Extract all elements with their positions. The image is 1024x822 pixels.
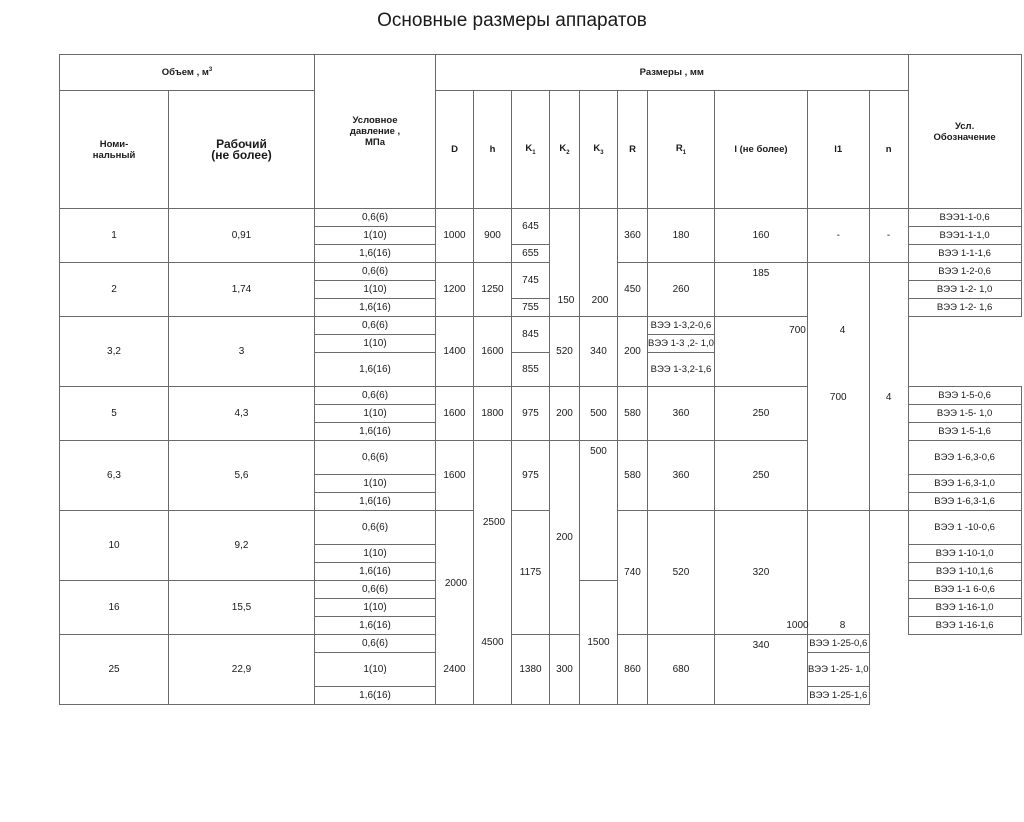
dim-l1: - xyxy=(807,209,869,263)
dim-D: 2400 xyxy=(436,635,474,705)
nominal-volume: 5 xyxy=(60,387,169,441)
nominal-volume: 2 xyxy=(60,263,169,317)
dim-D: 1600 xyxy=(436,441,474,511)
header-K1: $K_1$ xyxy=(512,91,550,209)
dim-D: 1200 xyxy=(436,263,474,317)
dim-h: 1600 xyxy=(474,317,512,387)
dim-R1: 680 xyxy=(648,635,715,705)
working-volume: 5,6 xyxy=(169,441,315,511)
header-working: Рабочий (не более) xyxy=(169,91,315,209)
pressure-cell: 1(10) xyxy=(315,281,436,299)
header-volume: Объем , $м^3$ xyxy=(60,55,315,91)
designation-cell: ВЭЭ 1-3,2-0,6 xyxy=(648,317,715,335)
dim-K2: 300 xyxy=(550,635,580,705)
dim-l1 xyxy=(807,511,869,635)
header-K3: $K_3$ xyxy=(580,91,618,209)
dim-R: 860 xyxy=(618,635,648,705)
pressure-cell: 1(10) xyxy=(315,405,436,423)
pressure-cell: 0,6(6) xyxy=(315,263,436,281)
dim-l: 250 xyxy=(714,387,807,441)
designation-cell: ВЭЭ 1-16-1,0 xyxy=(908,599,1021,617)
designation-cell: ВЭЭ 1-10,1,6 xyxy=(908,563,1021,581)
nominal-volume: 10 xyxy=(60,511,169,581)
nominal-volume: 6,3 xyxy=(60,441,169,511)
page-title: Основные размеры аппаратов xyxy=(377,10,647,31)
working-volume: 1,74 xyxy=(169,263,315,317)
dimensions-table xyxy=(59,54,1022,705)
dim-R1: 520 xyxy=(648,511,715,635)
header-sizes: Размеры , мм xyxy=(436,55,909,91)
dim-l: 160 xyxy=(714,209,807,263)
designation-cell: ВЭЭ 1-3,2-1,6 xyxy=(648,353,715,387)
dim-K1: 645 xyxy=(512,209,550,245)
dim-K1: 655 xyxy=(512,245,550,263)
designation-cell: ВЭЭ 1-5- 1,0 xyxy=(908,405,1021,423)
dim-h-value: 2500 xyxy=(482,517,506,528)
designation-cell: ВЭЭ1-1-0,6 xyxy=(908,209,1021,227)
header-pressure: Условное давление , МПа xyxy=(315,55,436,209)
pressure-cell: 0,6(6) xyxy=(315,387,436,405)
dim-R: 360 xyxy=(618,209,648,263)
dim-K3: 500 xyxy=(580,441,618,581)
designation-cell: ВЭЭ1-1-1,0 xyxy=(908,227,1021,245)
pressure-cell: 1,6(16) xyxy=(315,563,436,581)
designation-cell: ВЭЭ 1-3 ,2- 1,0 xyxy=(648,335,715,353)
dim-h: 1250 xyxy=(474,263,512,317)
dim-D: 1400 xyxy=(436,317,474,387)
header-n: n xyxy=(869,91,908,209)
designation-cell: ВЭЭ 1-5-0,6 xyxy=(908,387,1021,405)
dim-K1: 1175 xyxy=(512,511,550,635)
dim-D: 1000 xyxy=(436,209,474,263)
pressure-cell: 1,6(16) xyxy=(315,423,436,441)
dim-n xyxy=(869,263,908,387)
working-volume: 9,2 xyxy=(169,511,315,581)
pressure-cell: 1(10) xyxy=(315,475,436,493)
designation-cell: ВЭЭ 1-1-1,6 xyxy=(908,245,1021,263)
designation-cell: ВЭЭ 1-25-0,6 xyxy=(807,635,869,653)
pressure-cell: 1,6(16) xyxy=(315,245,436,263)
working-volume: 4,3 xyxy=(169,387,315,441)
dim-D-value: 2000 xyxy=(444,578,468,589)
dim-K1: 855 xyxy=(512,353,550,387)
working-volume: 22,9 xyxy=(169,635,315,705)
dim-K2: 200 xyxy=(550,387,580,441)
dim-l: 320 xyxy=(714,511,807,635)
dim-R1: 340 xyxy=(580,317,618,387)
working-volume: 3 xyxy=(169,317,315,387)
pressure-cell: 1(10) xyxy=(315,335,436,353)
designation-cell: ВЭЭ 1-16-1,6 xyxy=(908,617,1021,635)
dim-n xyxy=(869,511,908,635)
dim-n: - xyxy=(869,209,908,263)
dim-h: 900 xyxy=(474,209,512,263)
pressure-cell: 1,6(16) xyxy=(315,617,436,635)
dim-l: 185 xyxy=(714,263,807,317)
designation-cell: ВЭЭ 1-6,3-0,6 xyxy=(908,441,1021,475)
header-h: h xyxy=(474,91,512,209)
dim-h xyxy=(474,441,512,581)
dim-K2: 200 xyxy=(550,441,580,635)
dim-R: 740 xyxy=(618,511,648,635)
dim-D: 1600 xyxy=(436,387,474,441)
pressure-cell: 1(10) xyxy=(315,227,436,245)
pressure-cell: 0,6(6) xyxy=(315,317,436,335)
dim-l: 250 xyxy=(714,441,807,511)
pressure-cell: 1,6(16) xyxy=(315,493,436,511)
working-volume: 0,91 xyxy=(169,209,315,263)
dim-R: 520 xyxy=(550,317,580,387)
header-l1: l1 xyxy=(807,91,869,209)
designation-cell: ВЭЭ 1-10-1,0 xyxy=(908,545,1021,563)
designation-cell: ВЭЭ 1-2- 1,6 xyxy=(908,299,1021,317)
dim-l1: 700 xyxy=(807,387,869,511)
dim-n-value: 4 xyxy=(839,325,846,336)
pressure-cell: 0,6(6) xyxy=(315,635,436,653)
nominal-volume: 1 xyxy=(60,209,169,263)
header-nominal: Номи- нальный xyxy=(60,91,169,209)
dim-K1: 975 xyxy=(512,387,550,441)
pressure-cell: 1(10) xyxy=(315,545,436,563)
dim-n-value: 8 xyxy=(839,620,846,631)
working-volume: 15,5 xyxy=(169,581,315,635)
dim-R1: 360 xyxy=(648,441,715,511)
dim-K1: 845 xyxy=(512,317,550,353)
pressure-cell: 1(10) xyxy=(315,653,436,687)
designation-cell: ВЭЭ 1-2- 1,0 xyxy=(908,281,1021,299)
nominal-volume: 25 xyxy=(60,635,169,705)
dim-R: 580 xyxy=(618,387,648,441)
designation-cell: ВЭЭ 1-2-0,6 xyxy=(908,263,1021,281)
designation-cell: ВЭЭ 1 -10-0,6 xyxy=(908,511,1021,545)
pressure-cell: 0,6(6) xyxy=(315,441,436,475)
dim-K3-value: 200 xyxy=(591,295,609,306)
designation-cell: ВЭЭ 1-25-1,6 xyxy=(807,687,869,705)
header-designation: Усл. Обозначение xyxy=(908,55,1021,209)
designation-cell: ВЭЭ 1-6,3-1,0 xyxy=(908,475,1021,493)
pressure-cell: 1,6(16) xyxy=(315,299,436,317)
designation-cell: ВЭЭ 1-25- 1,0 xyxy=(807,653,869,687)
dim-R: 580 xyxy=(618,441,648,511)
dim-l1-value: 700 xyxy=(789,325,806,336)
dim-n: 4 xyxy=(869,387,908,511)
dim-D xyxy=(436,511,474,635)
header-D: D xyxy=(436,91,474,209)
dim-K1: 975 xyxy=(512,441,550,511)
dim-l1-value: 1000 xyxy=(786,620,809,631)
dim-R1: 260 xyxy=(648,263,715,317)
nominal-volume: 3,2 xyxy=(60,317,169,387)
dim-K2-value: 150 xyxy=(557,295,575,306)
dim-K3: 500 xyxy=(580,387,618,441)
pressure-cell: 1,6(16) xyxy=(315,687,436,705)
dim-R1: 360 xyxy=(648,387,715,441)
dim-h: 1800 xyxy=(474,387,512,441)
designation-cell: ВЭЭ 1-6,3-1,6 xyxy=(908,493,1021,511)
dim-K1: 1380 xyxy=(512,635,550,705)
dim-R1: 180 xyxy=(648,209,715,263)
dim-K1: 755 xyxy=(512,299,550,317)
pressure-cell: 0,6(6) xyxy=(315,581,436,599)
nominal-volume: 16 xyxy=(60,581,169,635)
designation-cell: ВЭЭ 1-1 6-0,6 xyxy=(908,581,1021,599)
dim-h: 4500 xyxy=(474,581,512,705)
dim-R: 450 xyxy=(618,263,648,317)
dim-K1: 745 xyxy=(512,263,550,299)
header-l: l (не более) xyxy=(714,91,807,209)
header-R1: $R_1$ xyxy=(648,91,715,209)
dim-l: 340 xyxy=(714,635,807,705)
designation-cell: ВЭЭ 1-5-1,6 xyxy=(908,423,1021,441)
header-R: R xyxy=(618,91,648,209)
pressure-cell: 1(10) xyxy=(315,599,436,617)
pressure-cell: 0,6(6) xyxy=(315,511,436,545)
dim-K3: 1500 xyxy=(580,581,618,705)
header-K2: $K_2$ xyxy=(550,91,580,209)
dim-l: 200 xyxy=(618,317,648,387)
pressure-cell: 0,6(6) xyxy=(315,209,436,227)
pressure-cell: 1,6(16) xyxy=(315,353,436,387)
